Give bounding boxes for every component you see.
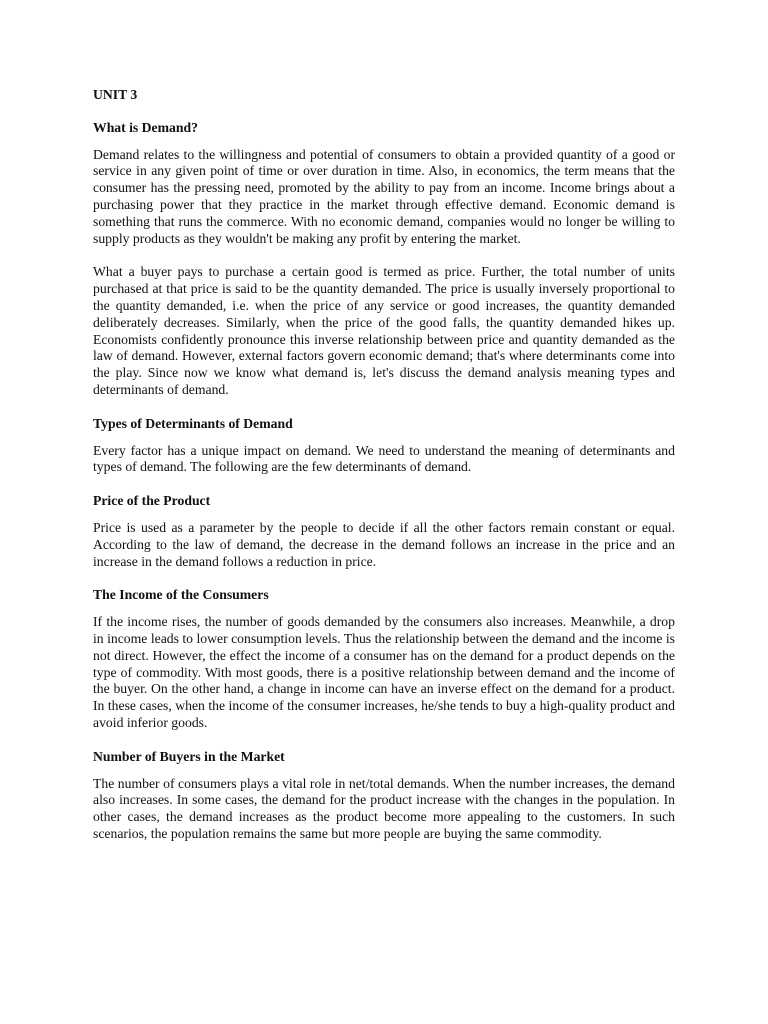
section-text-number-of-buyers: The number of consumers plays a vital role in net/total demands. When the number increases, the demand also increases. In some cases, the demand for the product increase with the changes in the population. In other cases, the demand increases as the product become more appealing to the customers. In such scenarios, the population remains the same but more people are buying the same commodity.	[93, 775, 675, 841]
intro-paragraph-2: What a buyer pays to purchase a certain good is termed as price. Further, the total number of units purchased at that price is said to be the quantity demanded. The price is usually inversely proportional to the quantity demanded, i.e. when the price of any service or good increases, the quantity demanded deliberately decreases. Similarly, when the price of the good falls, the quantity demanded hikes up. Economists confidently pronounce this inverse relationship between price and quantity demanded as the law of demand. However, external factors govern economic demand; that's where determinants come into the play. Since now we know what demand is, let's discuss the demand analysis meaning types and determinants of demand.	[93, 264, 675, 397]
section-text-income-of-consumers: If the income rises, the number of goods demanded by the consumers also increases. Meanwhile, a drop in income leads to lower consumption levels. Thus the relationship between the demand and the income is not direct. However, the effect the income of a consumer has on the demand for a product depends on the type of commodity. With most goods, there is a positive relationship between demand and the income of the buyer. On the other hand, a change in income can have an inverse effect on the demand for a product. In these cases, when the income of the consumer increases, he/she tends to buy a high-quality product and avoid inferior goods.	[93, 614, 675, 730]
section-text-types-of-determinants: Every factor has a unique impact on demand. We need to understand the meaning of determinants and types of demand. The following are the few determinants of demand.	[93, 442, 675, 475]
page-title: What is Demand?	[93, 119, 198, 135]
section-heading-income-of-consumers: The Income of the Consumers	[93, 587, 269, 603]
section-heading-price-of-product: Price of the Product	[93, 493, 211, 509]
section-heading-number-of-buyers: Number of Buyers in the Market	[93, 748, 285, 764]
intro-paragraph-1: Demand relates to the willingness and potential of consumers to obtain a provided quantity of a good or service in any given point of time or over duration in time. Also, in economics, the term means that the consumer has the pressing need, promoted by the ability to pay from an income. Income brings about a purchasing power that they practice in the market through effective demand. Economic demand is something that runs the commerce. With no economic demand, companies would no longer be willing to supply products as they wouldn't be making any profit by entering the market.	[93, 146, 675, 246]
document-page	[93, 87, 675, 860]
unit-label: UNIT 3	[93, 87, 138, 102]
section-heading-types-of-determinants: Types of Determinants of Demand	[93, 415, 293, 431]
section-text-price-of-product: Price is used as a parameter by the people to decide if all the other factors remain constant or equal. According to the law of demand, the decrease in the demand follows an increase in the price and an increase in the demand follows a reduction in price.	[93, 519, 675, 569]
